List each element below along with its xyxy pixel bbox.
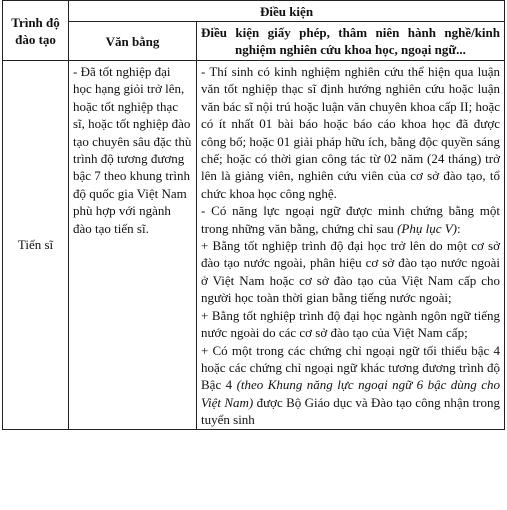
condition-language-appendix: (Phụ lục V) [397, 220, 457, 236]
condition-certificate-framework: (theo Khung năng lực ngoại ngữ 6 bậc dùng cho Việt Nam) [201, 377, 500, 410]
table-row [3, 61, 505, 430]
header-conditions: Điều kiện [69, 1, 505, 22]
condition-certificate-text: + Có một trong các chứng chỉ ngoại ngữ tối thiểu bậc 4 hoặc các chứng chỉ ngoại ngữ khác tương đương trình độ Bậc 4 [201, 342, 500, 393]
condition-foreign-degree: + Bằng tốt nghiệp trình độ đại học trở lên do một cơ sở đào tạo nước ngoài, phân hiệu cơ sở đào tạo nước ngoài ở Việt Nam hoặc cơ sở đào tạo của Việt Nam cấp cho người học toàn thời gian bằng tiếng nước ngoài; [201, 238, 500, 306]
header-degree: Văn bằng [69, 22, 197, 61]
condition-language-major-degree: + Bằng tốt nghiệp trình độ đại học ngành ngôn ngữ tiếng nước ngoài do các cơ sở đào tạo của Việt Nam cấp; [201, 307, 500, 341]
admission-requirements-table [2, 0, 505, 430]
condition-certificate-recognition: được Bộ Giáo dục và Đào tạo công nhận trong tuyển sinh [201, 394, 500, 428]
cell-conditions [197, 61, 505, 430]
condition-language-text: - Có năng lực ngoại ngữ được minh chứng bằng một trong những văn bằng, chứng chỉ sau [201, 203, 500, 236]
cell-degree: - Đã tốt nghiệp đại học hạng giỏi trở lên, hoặc tốt nghiệp thạc sĩ, hoặc tốt nghiệp đào tạo chuyên sâu đặc thù trình độ tương đương bậc 7 theo khung trình độ quốc gia Việt Nam phù hợp với ngành đào tạo tiến sĩ. [69, 61, 197, 430]
condition-language-certificate [201, 342, 500, 429]
cell-training-level: Tiến sĩ [3, 61, 69, 430]
header-training-level: Trình độ đào tạo [3, 1, 69, 61]
condition-language-colon: : [456, 220, 461, 236]
header-license-experience: Điều kiện giấy phép, thâm niên hành nghề/kinh nghiệm nghiên cứu khoa học, ngoại ngữ... [197, 22, 505, 61]
header-row-1 [3, 1, 505, 22]
condition-research-experience: - Thí sinh có kinh nghiệm nghiên cứu thể hiện qua luận văn tốt nghiệp thạc sĩ định hướng nghiên cứu hoặc luận văn bác sĩ nội trú hoặc luận văn chuyên khoa cấp II; hoặc có ít nhất 01 bài báo hoặc báo cáo khoa học đã được công bố; hoặc 01 giải pháp hữu ích, bằng độc quyền sáng chế; hoặc có thời gian công tác từ 02 năm (24 tháng) trở lên là giảng viên, nghiên cứu viên của cơ sở đào tạo, tổ chức khoa học công nghệ. [201, 64, 500, 201]
header-row-2 [3, 22, 505, 61]
condition-language-ability [201, 202, 500, 237]
